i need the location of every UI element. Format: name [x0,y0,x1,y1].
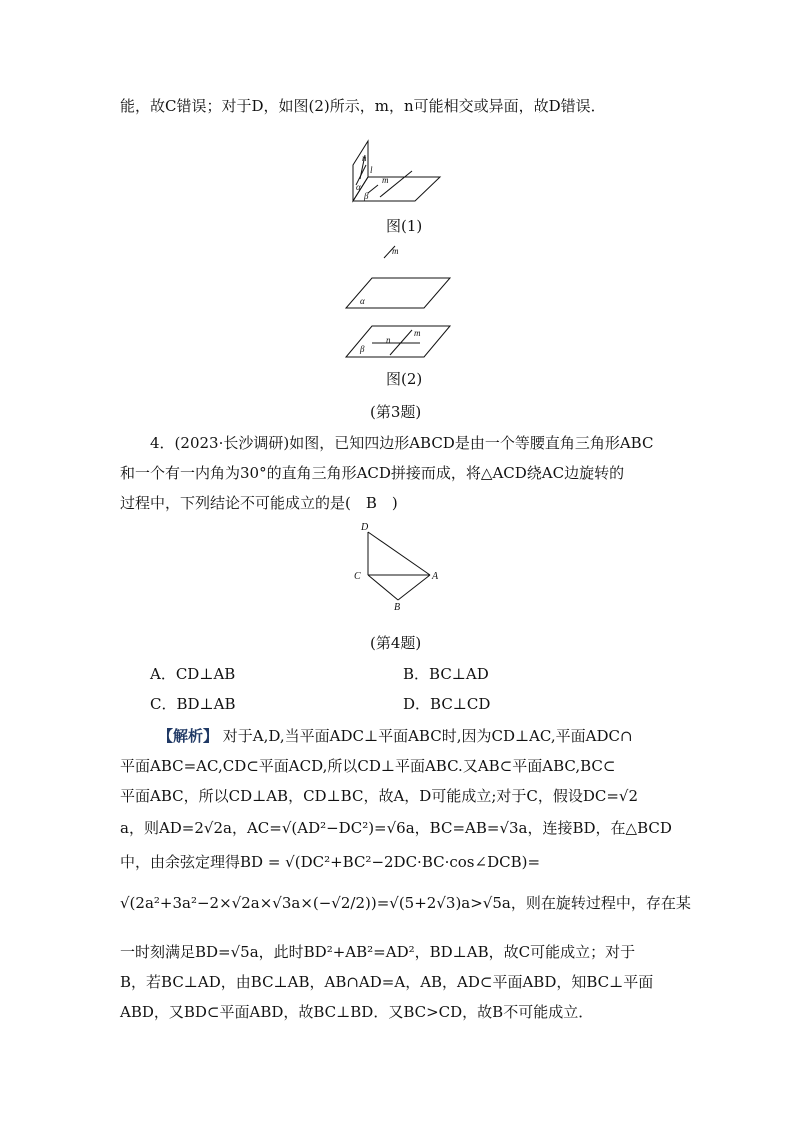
option-a: A．CD⊥AB [150,665,236,683]
fig4-label-A: A [432,571,439,582]
analysis-line-9: ABD，又BD⊂平面ABD，故BC⊥BD．又BC>CD，故B不可能成立． [120,1003,594,1021]
analysis-line-6: √(2a²+3a²−2×√2a×√3a×(−√2/2))=√(5+2√3)a>√5a，则在旋转过程中，存在某 [120,894,691,912]
fig4-label-D: D [361,522,369,533]
option-c: C．BD⊥AB [150,695,236,713]
analysis-tag: 【解析】 [158,727,219,745]
analysis-line-1 [158,726,633,746]
question-4-caption: (第4题) [370,634,422,652]
q4-line-2: 和一个有一内角为30°的直角三角形ACD拼接而成，将△ACD绕AC边旋转的 [120,464,625,482]
q4-line-1: 4．(2023·长沙调研)如图，已知四边形ABCD是由一个等腰直角三角形ABC [150,434,654,452]
fig1-label-m: m [382,175,389,185]
analysis-line-3: 平面ABC，所以CD⊥AB，CD⊥BC，故A，D可能成立;对于C，假设DC=√2 [120,787,639,805]
fig2-label-n: n [386,335,391,345]
option-b: B．BC⊥AD [403,665,489,683]
fig4-label-B: B [394,602,401,612]
analysis-line-4: a，则AD=2√2a，AC=√(AD²−DC²)=√6a，BC=AB=√3a，连接BD，在△BCD [120,819,672,837]
analysis-line-5: 中，由余弦定理得BD = √(DC²+BC²−2DC·BC·cos∠DCB)= [120,853,541,871]
fig1-label-alpha: α [356,182,361,192]
figure-2 [340,240,455,362]
analysis-text-1: 对于A,D,当平面ADC⊥平面ABC时,因为CD⊥AC,平面ADC∩ [222,727,633,745]
analysis-line-8: B，若BC⊥AD，由BC⊥AB，AB∩AD=A，AB，AD⊂平面ABD，知BC⊥平面 [120,973,654,991]
figure-1-caption: 图(1) [386,217,423,235]
fig2-label-beta: β [360,344,365,354]
q4-line-3: 过程中，下列结论不可能成立的是( B ) [120,494,398,512]
fig1-label-beta: β [364,191,369,201]
option-d: D．BC⊥CD [403,695,491,713]
question-3-caption: (第3题) [370,403,422,421]
analysis-line-2: 平面ABC=AC,CD⊂平面ACD,所以CD⊥平面ABC.又AB⊂平面ABC,BC⊂ [120,757,616,775]
figure-4 [350,520,450,612]
text-line-1: 能，故C错误；对于D，如图(2)所示，m，n可能相交或异面，故D错误． [120,97,606,115]
fig1-label-n: n [362,153,367,163]
figure-2-caption: 图(2) [386,370,423,388]
figure-1 [350,135,450,207]
fig2-label-m: m [414,328,421,338]
analysis-line-7: 一时刻满足BD=√5a，此时BD²+AB²=AD²，BD⊥AB，故C可能成立；对于 [120,943,636,961]
fig2-label-m-top: m [392,246,399,256]
fig2-label-alpha: α [360,296,365,306]
fig4-label-C: C [354,571,361,582]
fig1-label-l: l [370,165,373,175]
